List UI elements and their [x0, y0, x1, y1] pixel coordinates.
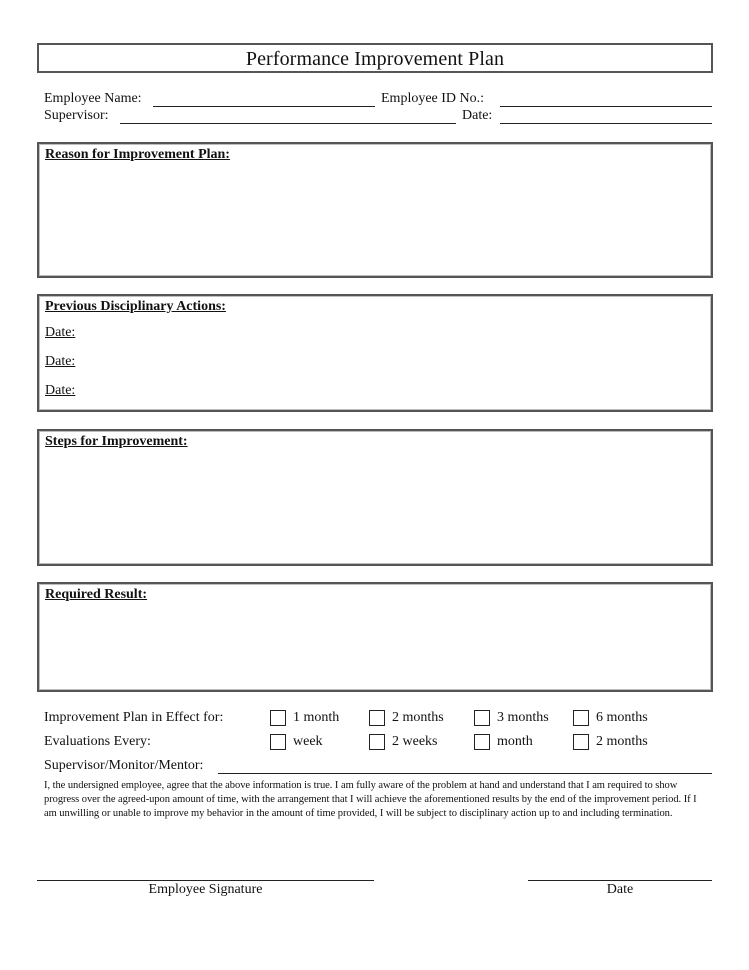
- date-label: Date:: [462, 108, 493, 123]
- reason-section[interactable]: [37, 142, 713, 278]
- steps-section[interactable]: [37, 429, 713, 566]
- eval-2-months-checkbox[interactable]: [573, 734, 589, 750]
- previous-actions-section[interactable]: [37, 294, 713, 412]
- reason-heading: Reason for Improvement Plan:: [45, 147, 230, 162]
- employee-id-label: Employee ID No.:: [381, 91, 485, 106]
- eval-2-months-label: 2 months: [596, 734, 648, 749]
- employee-name-field[interactable]: [153, 106, 375, 107]
- plan-1-month-checkbox[interactable]: [270, 710, 286, 726]
- plan-6-months-label: 6 months: [596, 710, 648, 725]
- previous-actions-heading: Previous Disciplinary Actions:: [45, 299, 226, 314]
- eval-week-label: week: [293, 734, 323, 749]
- employee-name-label: Employee Name:: [44, 91, 142, 106]
- date-field[interactable]: [500, 123, 712, 124]
- plan-3-months-checkbox[interactable]: [474, 710, 490, 726]
- plan-3-months-label: 3 months: [497, 710, 549, 725]
- monitor-field[interactable]: [218, 773, 712, 774]
- previous-action-date-1: Date:: [45, 325, 76, 340]
- eval-2-weeks-label: 2 weeks: [392, 734, 438, 749]
- eval-month-checkbox[interactable]: [474, 734, 490, 750]
- supervisor-label: Supervisor:: [44, 108, 109, 123]
- signature-date-label: Date: [606, 882, 634, 897]
- employee-id-field[interactable]: [500, 106, 712, 107]
- employee-signature-line[interactable]: [37, 880, 374, 881]
- plan-2-months-checkbox[interactable]: [369, 710, 385, 726]
- monitor-label: Supervisor/Monitor/Mentor:: [44, 758, 204, 773]
- agreement-text: I, the undersigned employee, agree that the above information is true. I am fully aware of the problem at hand and understand that I am required to show progress over the agreed-upon amount of time, with the arrangement that I will achieve the aforementioned results by the end of the improvement period. If I am unwilling or unable to improve my behavior in the amount of time provided, I will be subject to disciplinary action up to and including termination.: [44, 780, 697, 819]
- eval-week-checkbox[interactable]: [270, 734, 286, 750]
- eval-month-label: month: [497, 734, 533, 749]
- plan-6-months-checkbox[interactable]: [573, 710, 589, 726]
- employee-signature-label: Employee Signature: [148, 882, 263, 897]
- previous-action-date-2: Date:: [45, 354, 76, 369]
- title-box: [37, 43, 713, 73]
- supervisor-field[interactable]: [120, 123, 456, 124]
- plan-2-months-label: 2 months: [392, 710, 444, 725]
- steps-heading: Steps for Improvement:: [45, 434, 188, 449]
- eval-2-weeks-checkbox[interactable]: [369, 734, 385, 750]
- plan-1-month-label: 1 month: [293, 710, 340, 725]
- required-result-heading: Required Result:: [45, 587, 148, 602]
- required-result-section[interactable]: [37, 582, 713, 692]
- page-title: Performance Improvement Plan: [245, 48, 505, 70]
- evaluations-label: Evaluations Every:: [44, 734, 151, 749]
- plan-effect-label: Improvement Plan in Effect for:: [44, 710, 224, 725]
- previous-action-date-3: Date:: [45, 383, 76, 398]
- signature-date-line[interactable]: [528, 880, 712, 881]
